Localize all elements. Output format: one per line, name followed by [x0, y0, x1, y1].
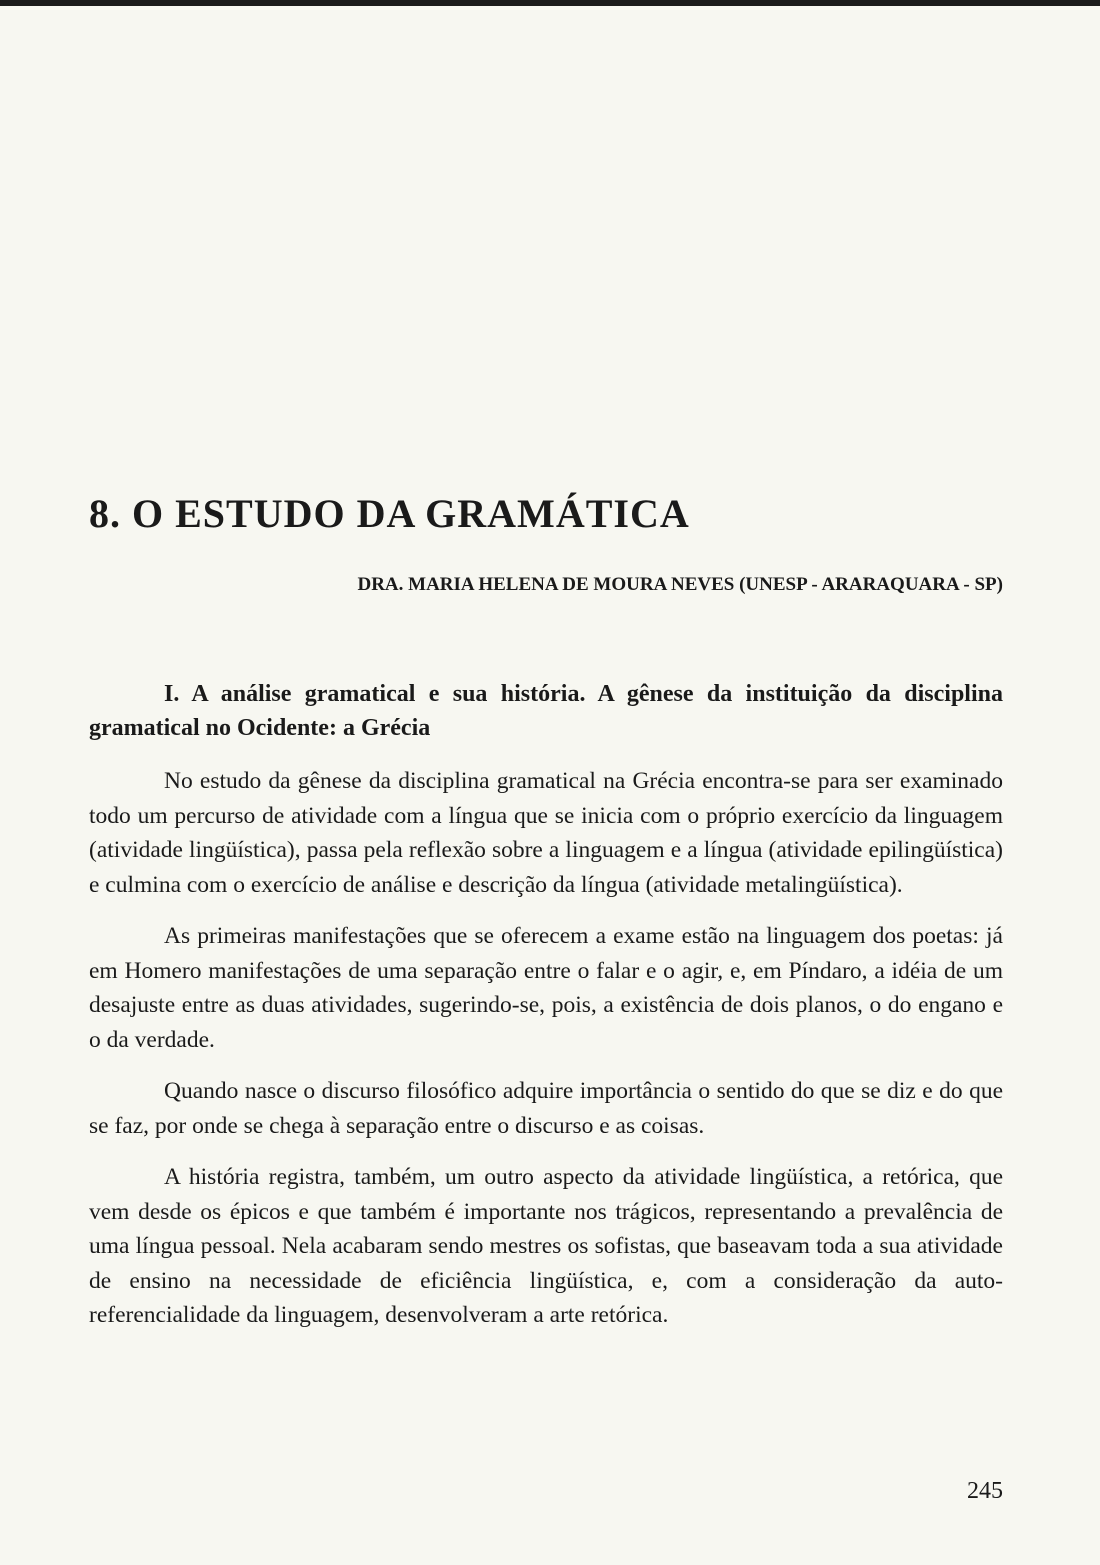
paragraph: No estudo da gênese da disciplina gramatical na Grécia encontra-se para ser examinado todo um percurso de atividade com a língua que se inicia com o próprio exercício da linguagem (atividade lingüística), passa pela reflexão sobre a linguagem e a língua (atividade epilingüística) e culmina com o exercício de análise e descrição da língua (atividade metalingüística). [89, 768, 1003, 898]
page-number: 245 [967, 1478, 1003, 1504]
author-line: DRA. MARIA HELENA DE MOURA NEVES (UNESP - ARARAQUARA - SP) [357, 574, 1003, 595]
paragraph: Quando nasce o discurso filosófico adquire importância o sentido do que se diz e do que se faz, por onde se chega à separação entre o discurso e as coisas. [89, 1078, 1003, 1139]
body-text [89, 764, 1003, 1350]
top-edge-rule [0, 0, 1100, 6]
paragraph: As primeiras manifestações que se oferecem a exame estão na linguagem dos poetas: já em Homero manifestações de uma separação entre o falar e o agir, e, em Píndaro, a idéia de um desajuste entre as duas atividades, sugerindo-se, pois, a existência de dois planos, o do engano e o da verdade. [89, 923, 1003, 1053]
paragraph: A história registra, também, um outro aspecto da atividade lingüística, a retórica, que vem desde os épicos e que também é importante nos trágicos, representando a prevalência de uma língua pessoal. Nela acabaram sendo mestres os sofistas, que baseavam toda a sua atividade de ensino na necessidade de eficiência lingüística, e, com a consideração da auto-referencialidade da linguagem, desenvolveram a arte retórica. [89, 1164, 1003, 1328]
chapter-title: 8. O ESTUDO DA GRAMÁTICA [89, 491, 690, 536]
section-heading: I. A análise gramatical e sua história. A gênese da instituição da disciplina gramatical no Ocidente: a Grécia [89, 681, 1003, 741]
